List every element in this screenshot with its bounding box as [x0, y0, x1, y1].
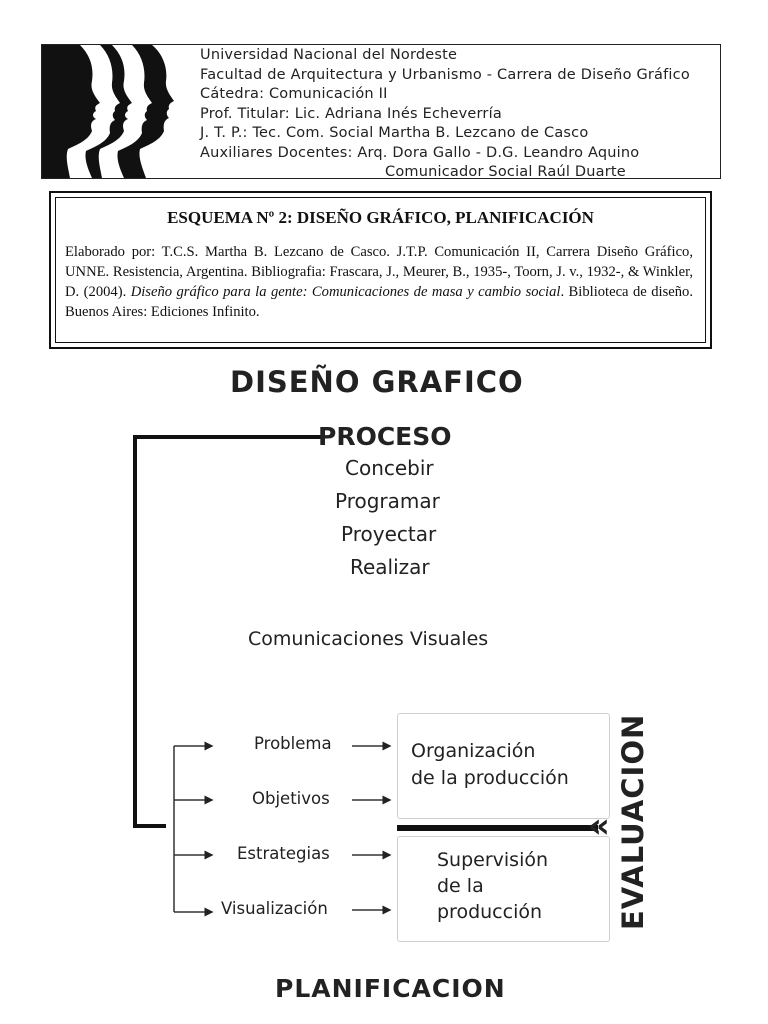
scheme-title: ESQUEMA Nº 2: DISEÑO GRÁFICO, PLANIFICACIÓN [167, 208, 594, 227]
step-proyectar: Proyectar [341, 522, 437, 546]
supervision-line-3: producción [437, 901, 543, 923]
plan-item-visualizacion: Visualización [221, 899, 328, 918]
proceso-heading: PROCESO [318, 422, 452, 451]
organization-box [397, 713, 610, 819]
chair-line: Cátedra: Comunicación II [200, 86, 388, 102]
step-realizar: Realizar [350, 555, 430, 579]
plan-item-objetivos: Objetivos [252, 789, 330, 808]
evaluation-arrow-icon: « [588, 806, 610, 846]
organization-line-1: Organización [411, 740, 536, 762]
assistants-line: Auxiliares Docentes: Arq. Dora Gallo - D.G. Leandro Aquino [200, 144, 640, 161]
planificacion-title: PLANIFICACION [275, 974, 506, 1003]
supervision-line-1: Supervisión [437, 849, 549, 871]
reference-book-title: Diseño gráfico para la gente: Comunicaciones de masa y cambio social [130, 284, 561, 300]
assistants-line-2: Comunicador Social Raúl Duarte [385, 164, 626, 180]
reference-text: Elaborado por: T.C.S. Martha B. Lezcano de Casco. J.T.P. Comunicación II, Carrera Diseño Gráfico, UNNE. Resistencia, Argentina. Bibliografia: Frascara, J., Meurer, B., 1935-, Toorn, J. v., 1932-, & Winkler, D. (2004). [65, 244, 693, 300]
university-line: Universidad Nacional del Nordeste [200, 47, 458, 63]
evaluacion-label: EVALUACION [616, 713, 650, 930]
reference-publisher: . Biblioteca de diseño. Buenos Aires: Ediciones Infinito. [65, 284, 693, 320]
comunicaciones-visuales: Comunicaciones Visuales [248, 628, 489, 650]
plan-item-estrategias: Estrategias [237, 844, 330, 863]
professor-line: Prof. Titular: Lic. Adriana Inés Echeverría [200, 105, 502, 122]
step-concebir: Concebir [345, 456, 434, 480]
plan-item-problema: Problema [254, 734, 332, 753]
organization-line-2: de la producción [411, 767, 569, 789]
faculty-line: Facultad de Arquitectura y Urbanismo - Carrera de Diseño Gráfico [200, 66, 690, 83]
supervision-box [397, 836, 610, 942]
jtp-line: J. T. P.: Tec. Com. Social Martha B. Lezcano de Casco [200, 125, 589, 141]
diagram-title: DISEÑO GRAFICO [230, 365, 524, 399]
step-programar: Programar [335, 489, 440, 513]
supervision-line-2: de la [437, 875, 484, 897]
